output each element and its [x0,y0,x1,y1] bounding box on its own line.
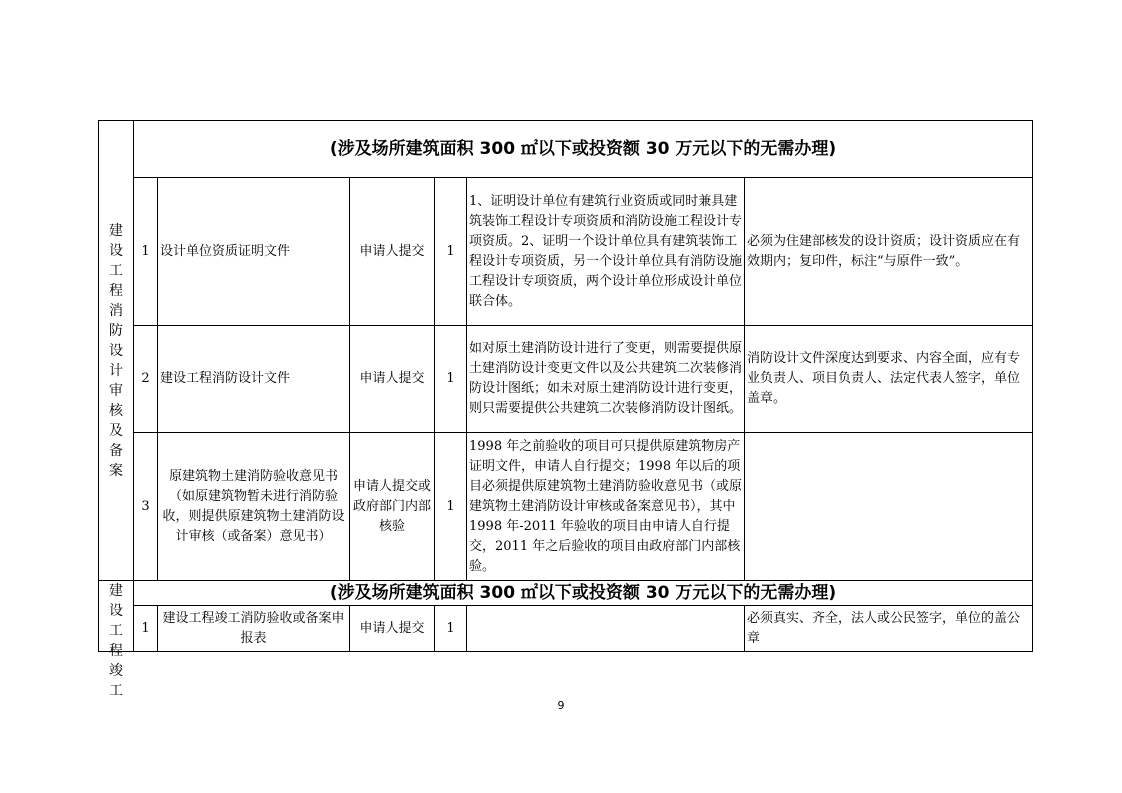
requirements-table [98,120,1033,699]
row-number: 3 [134,433,158,581]
submitter: 申请人提交 [350,606,435,652]
banner-note: (涉及场所建筑面积 300 ㎡以下或投资额 30 万元以下的无需办理) [134,121,1033,178]
row-number: 2 [134,326,158,433]
table-row [99,326,1033,433]
note: 1、证明设计单位有建筑行业资质或同时兼具建筑装饰工程设计专项资质和消防设施工程设计专项资质。2、证明一个设计单位具有建筑装饰工程设计专项资质，另一个设计单位具有消防设施工程设计专项资质，两个设计单位形成设计单位联合体。 [467,178,745,326]
document-name: 设计单位资质证明文件 [158,178,350,326]
row-number: 1 [134,606,158,652]
submitter: 申请人提交或政府部门内部核验 [350,433,435,581]
table-row [99,433,1033,581]
requirement: 必须为住建部核发的设计资质；设计资质应在有效期内；复印件，标注“与原件一致”。 [745,178,1033,326]
note: 1998 年之前验收的项目可只提供原建筑物房产证明文件，申请人自行提交；1998 年以后的项目必须提供原建筑物土建消防验收意见书（或原建筑物土建消防设计审核或备案意见书），其中 1998 年-2011 年验收的项目由申请人自行提交，2011 年之后验收的项目由政府部门内部核验。 [467,433,745,581]
copy-count: 1 [435,606,467,652]
document-name: 建设工程竣工消防验收或备案申报表 [158,606,350,652]
requirement: 消防设计文件深度达到要求、内容全面，应有专业负责人、项目负责人、法定代表人签字，单位盖章。 [745,326,1033,433]
note: 如对原土建消防设计进行了变更，则需要提供原土建消防设计变更文件以及公共建筑二次装修消防设计图纸；如未对原土建消防设计进行变更，则只需要提供公共建筑二次装修消防设计图纸。 [467,326,745,433]
document-name: 建设工程消防设计文件 [158,326,350,433]
copy-count: 1 [435,178,467,326]
banner-row [99,121,1033,178]
banner-note: (涉及场所建筑面积 300 ㎡以下或投资额 30 万元以下的无需办理) [134,581,1033,606]
category-design: 建设工程消防设计审核及备案 [99,121,134,581]
submitter: 申请人提交 [350,326,435,433]
page-number: 9 [557,699,565,712]
row-number: 1 [134,178,158,326]
copy-count: 1 [435,433,467,581]
submitter: 申请人提交 [350,178,435,326]
requirement [745,433,1033,581]
document-name: 原建筑物土建消防验收意见书（如原建筑物暂未进行消防验收，则提供原建筑物土建消防设计审核（或备案）意见书） [158,433,350,581]
category-completion: 建设工程竣工 [99,581,134,652]
table-row [99,178,1033,326]
requirement: 必须真实、齐全，法人或公民签字，单位的盖公章 [745,606,1033,652]
table-row [99,606,1033,652]
copy-count: 1 [435,326,467,433]
note [467,606,745,652]
banner-row [99,581,1033,606]
